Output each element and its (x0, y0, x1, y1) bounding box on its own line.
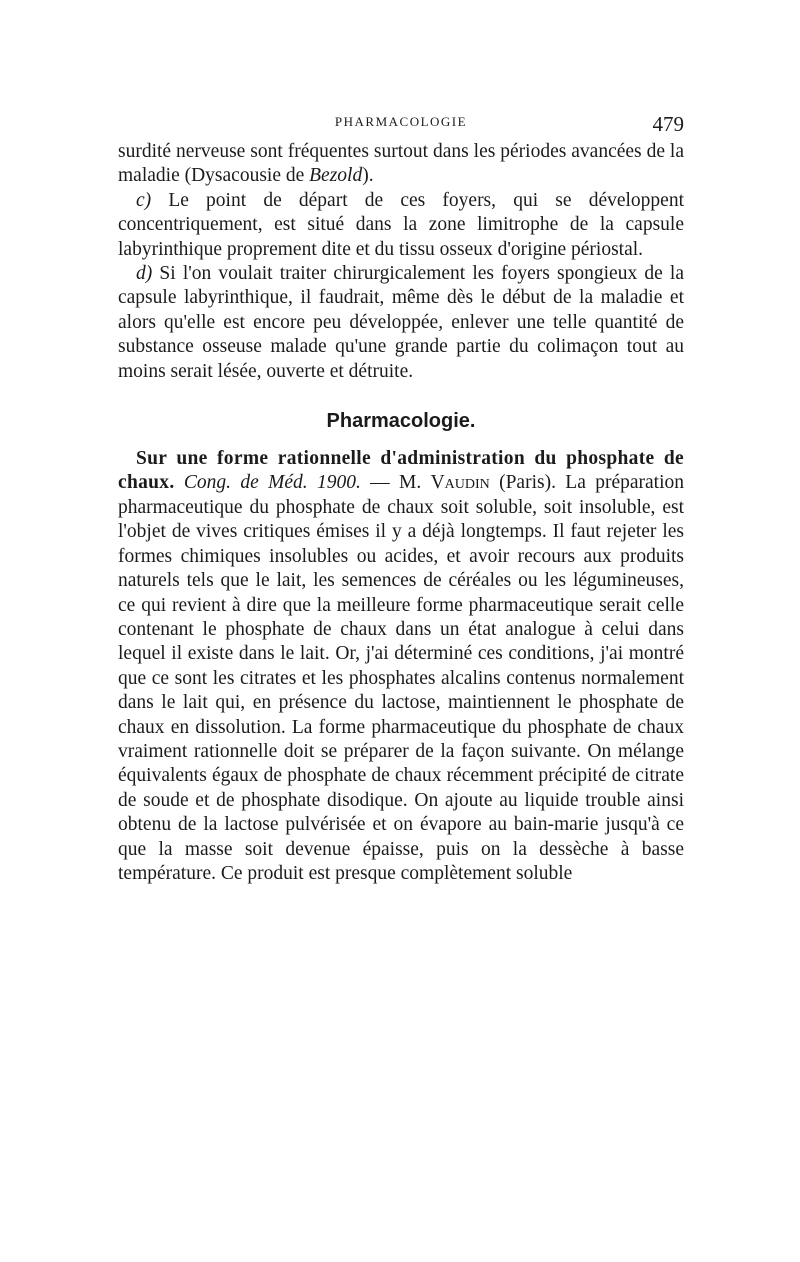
article-body: La préparation pharmaceutique du phosphate de chaux soit soluble, soit insoluble, est l'objet de vives critiques émises il y a déjà longtemps. Il faut rejeter les formes chimiques insolubles ou acides, et avoir recours aux produits naturels tels que le lait, les semences de céréales ou les légumineuses, ce qui revient à dire que la meilleure forme pharmaceutique serait celle contenant le phosphate de chaux dans un état analogue à celui dans lequel il existe dans le lait. Or, j'ai déterminé ces conditions, j'ai montré que ce sont les citrates et les phosphates alcalins contenus normalement dans le lait qui, en présence du lactose, maintiennent le phosphate de chaux en dissolution. La forme pharmaceutique du phosphate de chaux vraiment rationnelle doit se préparer de la façon suivante. On mélange équivalents égaux de phosphate de chaux récemment précipité de citrate de soude et de phosphate disodique. On ajoute au liquide trouble ainsi obtenu de la lactose pulvérisée et on évapore au bain-marie jusqu'à ce que la masse soit devenue épaisse, puis on la dessèche à basse température. Ce produit est presque complètement soluble (118, 472, 684, 884)
paragraph-label-d: d) (136, 263, 153, 285)
article-citation: Cong. de Méd. 1900. (183, 472, 361, 494)
running-title: PHARMACOLOGIE (334, 114, 468, 129)
article-title: Sur une forme rationnelle d'administration du phosphate de chaux. (118, 448, 684, 494)
paragraph-text-end: ). (362, 165, 374, 187)
section-heading: Pharmacologie. (326, 410, 476, 433)
paragraph-label-c: c) (136, 189, 152, 211)
paragraph-text: Si l'on voulait traiter chirurgicalement les foyers spongieux de la capsule labyrinthique, il faudrait, même dès le début de la maladie et alors qu'elle est encore peu développée, enlever une telle quantité de substance osseuse malade qu'une grande partie du colimaçon tout au moins serait lésée, ouverte et détruite. (118, 263, 684, 382)
paragraph-text: Le point de départ de ces foyers, qui se développent concentriquement, est situé dans la zone limitrophe de la capsule labyrinthique proprement dite et du tissu osseux d'origine périostal. (118, 189, 684, 260)
page-number: 479 (652, 112, 684, 136)
author-prefix: — M. (360, 472, 431, 494)
paragraph-text: surdité nerveuse sont fréquentes surtout dans les périodes avancées de la maladie (Dysacousie de (118, 141, 684, 187)
paragraph-continuation (118, 140, 684, 189)
paragraph-d (118, 262, 684, 384)
author-name: Vaudin (430, 472, 490, 494)
book-page (118, 112, 684, 886)
author-place: (Paris). (489, 472, 556, 494)
paragraph-c (118, 189, 684, 262)
running-head (118, 112, 684, 136)
author-reference: Bezold (309, 165, 363, 187)
article-paragraph (118, 447, 684, 886)
